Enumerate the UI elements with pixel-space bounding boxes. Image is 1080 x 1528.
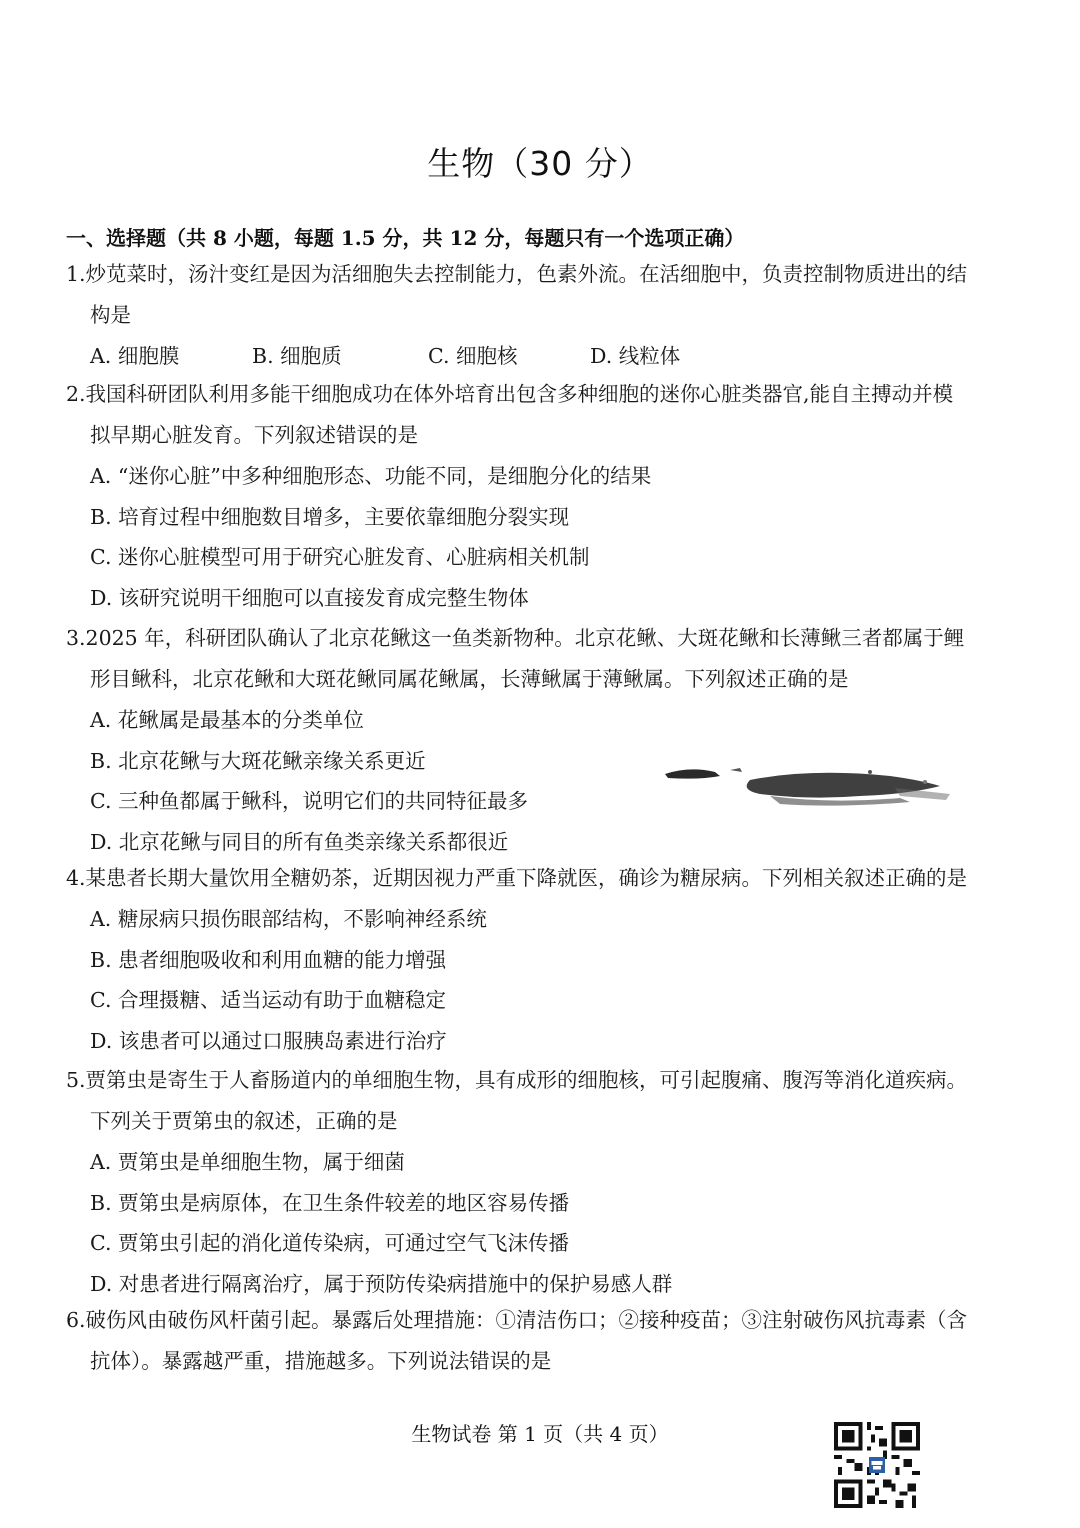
option-b: B. 贾第虫是病原体，在卫生条件较差的地区容易传播 [90,1190,570,1215]
option-c: C. 合理摄糖、适当运动有助于血糖稳定 [90,988,446,1012]
option-d: D. 对患者进行隔离治疗，属于预防传染病措施中的保护易感人群 [90,1271,673,1296]
option-d: D. 北京花鳅与同目的所有鱼类亲缘关系都很近 [90,829,509,854]
option-row [66,336,1026,376]
ink-smudge-icon [660,760,960,810]
option-a: A. 糖尿病只损伤眼部结构，不影响神经系统 [90,907,487,931]
option-b: B. 培育过程中细胞数目增多，主要依靠细胞分裂实现 [90,504,570,529]
question-stem: 6.破伤风由破伤风杆菌引起。暴露后处理措施：①清洁伤口；②接种疫苗；③注射破伤风抗毒素（含 [66,1308,968,1332]
option-c: C. 迷你心脏模型可用于研究心脏发育、心脏病相关机制 [90,545,590,569]
qr-code-icon [834,1422,920,1508]
question-1 [66,254,1026,376]
question-2 [66,374,1026,618]
question-3 [66,618,1026,862]
question-stem-cont: 下列关于贾第虫的叙述，正确的是 [90,1109,398,1133]
option-c: C. 贾第虫引起的消化道传染病，可通过空气飞沫传播 [90,1231,569,1255]
option-a: A. 花鳅属是最基本的分类单位 [90,708,364,732]
question-stem: 3.2025 年，科研团队确认了北京花鳅这一鱼类新物种。北京花鳅、大斑花鳅和长薄鳅三者都属于鲤 [66,626,965,650]
option-d: D. 该研究说明干细胞可以直接发育成完整生物体 [90,585,529,610]
option-b: B. 北京花鳅与大斑花鳅亲缘关系更近 [90,748,426,773]
page-title: 生物（30 分） [427,144,653,183]
question-stem-cont: 拟早期心脏发育。下列叙述错误的是 [90,423,418,447]
option-a: A. 细胞膜 [90,343,180,368]
question-stem-cont: 形目鳅科，北京花鳅和大斑花鳅同属花鳅属，长薄鳅属于薄鳅属。下列叙述正确的是 [90,667,849,691]
option-d: D. 该患者可以通过口服胰岛素进行治疗 [90,1028,447,1053]
question-stem-cont: 构是 [90,303,131,327]
option-b: B. 患者细胞吸收和利用血糖的能力增强 [90,947,447,972]
page-footer: 生物试卷 第 1 页（共 4 页） [411,1422,669,1446]
question-4 [66,858,1026,1061]
option-c: C. 三种鱼都属于鳅科，说明它们的共同特征最多 [90,789,528,813]
option-c: C. 细胞核 [428,343,518,368]
question-5 [66,1060,1026,1304]
section-heading: 一、选择题（共 8 小题，每题 1.5 分，共 12 分，每题只有一个选项正确） [66,226,745,250]
question-stem: 4.某患者长期大量饮用全糖奶茶，近期因视力严重下降就医，确诊为糖尿病。下列相关叙述正确的是 [66,866,968,890]
question-stem-cont: 抗体）。暴露越严重，措施越多。下列说法错误的是 [90,1349,552,1373]
question-stem: 2.我国科研团队利用多能干细胞成功在体外培育出包含多种细胞的迷你心脏类器官,能自主搏动并模 [66,382,954,406]
option-b: B. 细胞质 [252,343,342,368]
question-6 [66,1300,1026,1382]
question-stem: 1.炒苋菜时，汤汁变红是因为活细胞失去控制能力，色素外流。在活细胞中，负责控制物质进出的结 [66,262,968,286]
option-a: A. “迷你心脏”中多种细胞形态、功能不同，是细胞分化的结果 [90,464,652,488]
option-a: A. 贾第虫是单细胞生物，属于细菌 [90,1150,405,1174]
option-d: D. 线粒体 [590,343,681,368]
question-stem: 5.贾第虫是寄生于人畜肠道内的单细胞生物，具有成形的细胞核，可引起腹痛、腹泻等消化道疾病。 [66,1068,968,1092]
